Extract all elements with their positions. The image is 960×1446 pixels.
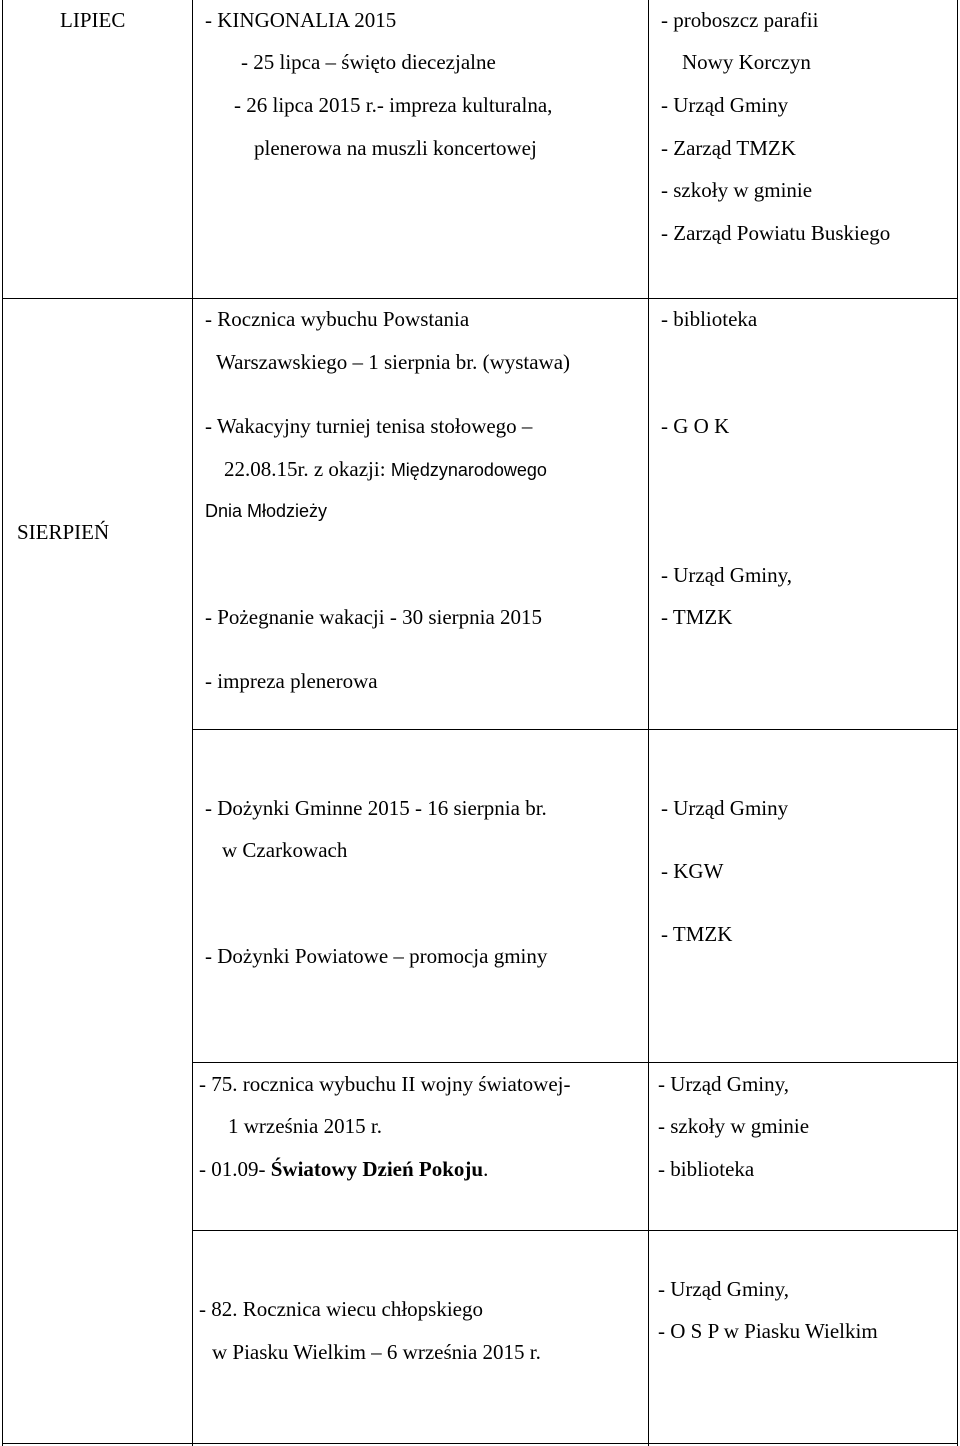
organizer-line: - Urząd Gminy,: [658, 1072, 790, 1096]
grid-line-left: [2, 0, 3, 1446]
grid-line-wrzesien-inner: [192, 1230, 958, 1231]
event-date-text: 22.08.15r. z okazji:: [224, 457, 391, 481]
event-occasion-text: Międzynarodowego: [390, 460, 547, 480]
event-line: - 25 lipca – święto diecezjalne: [241, 50, 496, 74]
grid-line-row1-bottom: [2, 298, 958, 299]
event-line: - 75. rocznica wybuchu II wojny światowej-: [199, 1072, 571, 1096]
event-date-text: - 01.09-: [199, 1157, 271, 1181]
organizer-line: - biblioteka: [658, 1157, 755, 1181]
organizer-line: - Urząd Gminy: [661, 93, 789, 117]
month-lipiec: LIPIEC: [60, 8, 126, 32]
organizer-line: - proboszcz parafii: [661, 8, 819, 32]
event-trailing-dot: .: [483, 1157, 489, 1181]
event-line: - 26 lipca 2015 r.- impreza kulturalna,: [234, 93, 553, 117]
organizer-line: - Urząd Gminy,: [661, 563, 793, 587]
organizer-line: - Urząd Gminy: [661, 796, 789, 820]
event-line: plenerowa na muszli koncertowej: [254, 136, 537, 160]
event-line: - impreza plenerowa: [205, 669, 378, 693]
event-line: - Wakacyjny turniej tenisa stołowego –: [205, 414, 533, 438]
organizer-line: - KGW: [661, 859, 724, 883]
organizer-line: - biblioteka: [661, 307, 758, 331]
organizer-line: - szkoły w gminie: [658, 1114, 810, 1138]
event-line: Dnia Młodzieży: [205, 501, 328, 521]
grid-line-bottom: [2, 1443, 958, 1444]
event-line: w Czarkowach: [222, 838, 348, 862]
event-line-peace-day: [199, 1157, 488, 1181]
grid-line-sierpien-inner: [192, 729, 958, 730]
grid-line-sierpien-bottom: [192, 1062, 958, 1063]
organizer-line: - Zarząd TMZK: [661, 136, 796, 160]
organizer-line: - TMZK: [661, 922, 733, 946]
event-line: - 82. Rocznica wiecu chłopskiego: [199, 1297, 483, 1321]
event-line: - Pożegnanie wakacji - 30 sierpnia 2015: [205, 605, 543, 629]
event-line: - KINGONALIA 2015: [205, 8, 397, 32]
event-line: - Dożynki Gminne 2015 - 16 sierpnia br.: [205, 796, 547, 820]
organizer-line: - Urząd Gminy,: [658, 1277, 790, 1301]
organizer-line: - O S P w Piasku Wielkim: [658, 1319, 878, 1343]
event-line: w Piasku Wielkim – 6 września 2015 r.: [212, 1340, 541, 1364]
month-sierpien: SIERPIEŃ: [17, 520, 110, 544]
event-line-date: [224, 457, 547, 482]
event-peace-day-title: Światowy Dzień Pokoju: [270, 1157, 484, 1181]
event-line: - Dożynki Powiatowe – promocja gminy: [205, 944, 548, 968]
organizer-line: - szkoły w gminie: [661, 178, 813, 202]
event-line: - Rocznica wybuchu Powstania: [205, 307, 470, 331]
event-line: Warszawskiego – 1 sierpnia br. (wystawa): [216, 350, 571, 374]
organizer-line: - G O K: [661, 414, 730, 438]
event-line: 1 września 2015 r.: [228, 1114, 382, 1138]
organizer-line: Nowy Korczyn: [682, 50, 811, 74]
organizer-line: - TMZK: [661, 605, 733, 629]
organizer-line: - Zarząd Powiatu Buskiego: [661, 221, 891, 245]
